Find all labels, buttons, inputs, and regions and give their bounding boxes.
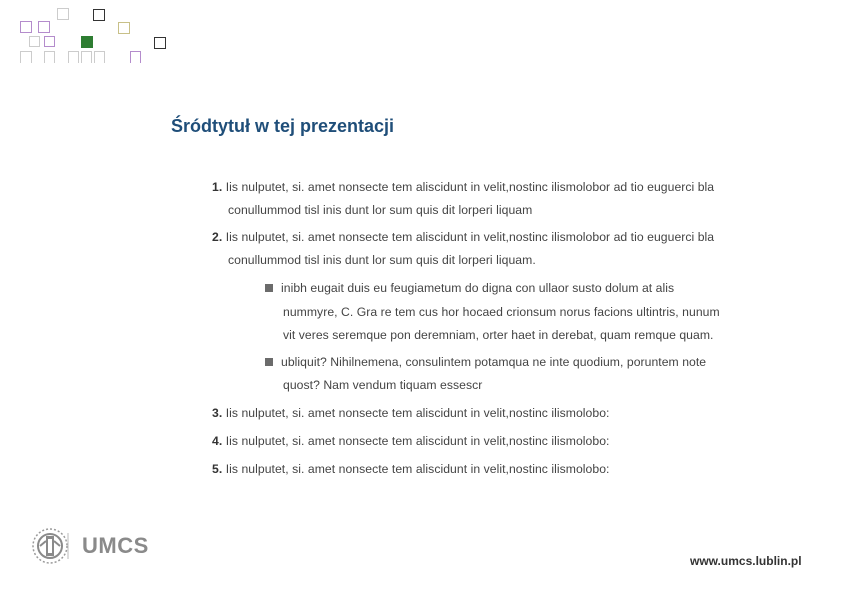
list-item-4 xyxy=(212,434,609,448)
deco-square xyxy=(94,51,105,63)
deco-square xyxy=(29,36,40,47)
deco-square xyxy=(44,36,55,47)
item-text: Iis nulputet, si. amet nonsecte tem aliscidunt in velit,nostinc ilismolobor ad tio euguerci bla xyxy=(225,180,715,194)
deco-square xyxy=(81,51,92,63)
umcs-emblem-icon xyxy=(26,525,74,567)
deco-square xyxy=(20,21,32,33)
deco-square xyxy=(93,9,105,21)
slide-subtitle: Śródtytuł w tej prezentacji xyxy=(171,116,395,136)
footer-url[interactable]: www.umcs.lublin.pl xyxy=(690,554,802,568)
list-item-5 xyxy=(212,462,609,476)
subbullet-2-line-2: quost? Nam vendum tiquam essescr xyxy=(283,378,483,392)
umcs-logo-text: UMCS xyxy=(82,533,149,558)
deco-square xyxy=(154,37,166,49)
decorative-squares xyxy=(0,0,842,70)
item-text: Iis nulputet, si. amet nonsecte tem aliscidunt in velit,nostinc ilismolobor ad tio euguerci bla xyxy=(225,230,715,244)
deco-square xyxy=(68,51,79,63)
item-number: 2. xyxy=(212,230,223,244)
deco-square xyxy=(57,8,69,20)
list-item-3 xyxy=(212,406,609,420)
item-number: 5. xyxy=(212,462,223,476)
bullet-square-icon xyxy=(265,284,273,292)
subbullet-1-line-2: nummyre, C. Gra re tem cus hor hocaed crionsum norus facions ultintris, nunum xyxy=(283,305,720,319)
subbullet-1-line-1: inibh eugait duis eu feugiametum do digna con ullaor susto dolum at alis xyxy=(281,281,675,295)
subbullet-1-line-3: vit veres seremque pon deremniam, orter haet in derebat, quam remque quam. xyxy=(283,328,714,342)
bullet-square-icon xyxy=(265,358,273,366)
list-item-1-continuation: conullummod tisl inis dunt lor sum quis dit lorperi liquam xyxy=(228,203,533,217)
deco-square xyxy=(20,51,32,63)
deco-square xyxy=(81,36,93,48)
deco-square xyxy=(118,22,130,34)
list-item-1 xyxy=(212,180,714,194)
deco-square xyxy=(44,51,55,63)
list-item-2-continuation: conullummod tisl inis dunt lor sum quis dit lorperi liquam. xyxy=(228,253,536,267)
item-text: Iis nulputet, si. amet nonsecte tem aliscidunt in velit,nostinc ilismolobo: xyxy=(225,406,610,420)
subbullet-2-line-1: ubliquit? Nihilnemena, consulintem potamqua ne inte quodium, poruntem note xyxy=(281,355,707,369)
item-number: 3. xyxy=(212,406,223,420)
list-item-2 xyxy=(212,230,714,244)
deco-square xyxy=(130,51,141,63)
item-number: 4. xyxy=(212,434,223,448)
deco-square xyxy=(38,21,50,33)
item-number: 1. xyxy=(212,180,223,194)
item-text: Iis nulputet, si. amet nonsecte tem aliscidunt in velit,nostinc ilismolobo: xyxy=(225,434,610,448)
item-text: Iis nulputet, si. amet nonsecte tem aliscidunt in velit,nostinc ilismolobo: xyxy=(225,462,610,476)
